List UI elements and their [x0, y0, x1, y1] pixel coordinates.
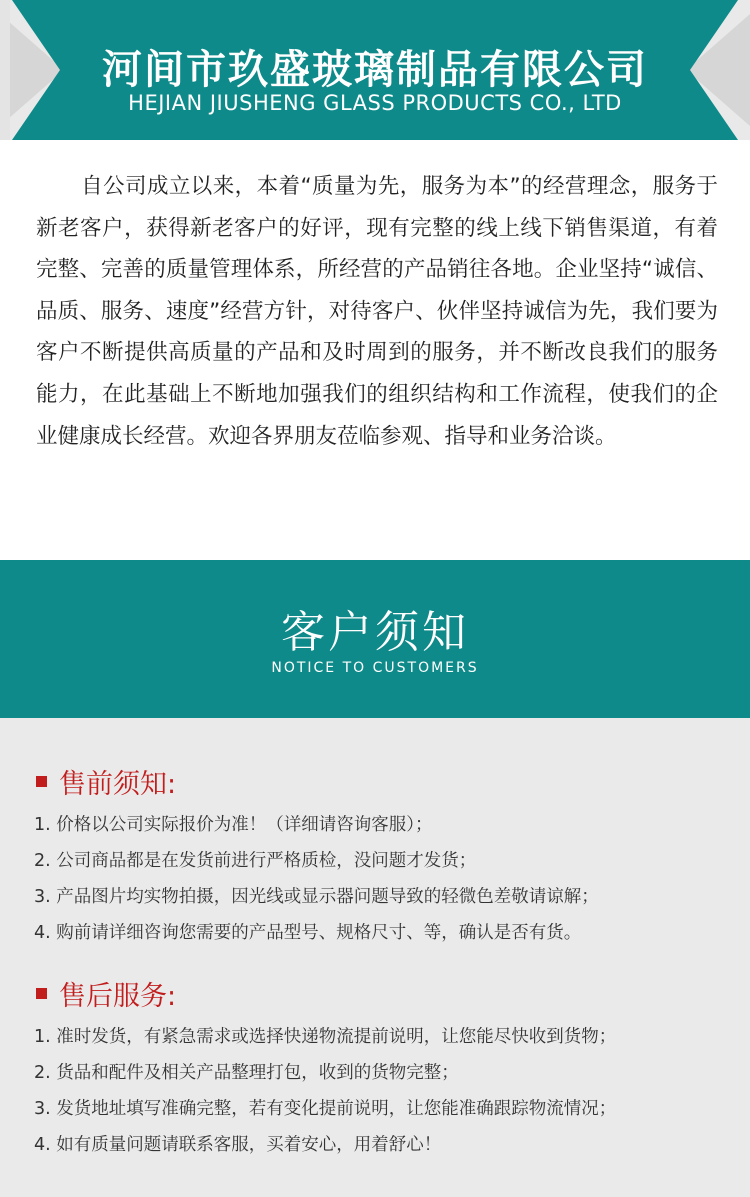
- presale-heading: [36, 762, 176, 801]
- notice-title-en: NOTICE TO CUSTOMERS: [271, 660, 479, 676]
- company-intro-paragraph: 自公司成立以来，本着“质量为先，服务为本”的经营理念，服务于新老客户，获得新老客户的好评，现有完整的线上线下销售渠道，有着完整、完善的质量管理体系，所经营的产品销往各地。企业坚持“诚信、品质、服务、速度”经营方针，对待客户、伙伴坚持诚信为先，我们要为客户不断提供高质量的产品和及时周到的服务，并不断改良我们的服务能力，在此基础上不断地加强我们的组织结构和工作流程，使我们的企业健康成长经营。欢迎各界朋友莅临参观、指导和业务洽谈。: [36, 174, 718, 449]
- list-item: 1. 价格以公司实际报价为准！（详细请咨询客服）；: [34, 815, 433, 835]
- presale-list: [34, 807, 734, 951]
- list-item: 3. 产品图片均实物拍摄，因光线或显示器问题导致的轻微色差敬请谅解；: [34, 887, 599, 907]
- company-name-cn: 河间市玖盛玻璃制品有限公司: [102, 47, 648, 93]
- aftersale-heading-text: 售后服务:: [59, 981, 177, 1012]
- notice-title-cn: 客户须知: [281, 607, 469, 658]
- red-square-bullet-icon: [36, 776, 47, 787]
- list-item: 4. 如有质量问题请联系客服，买着安心，用着舒心！: [34, 1135, 442, 1155]
- list-item: 3. 发货地址填写准确完整，若有变化提前说明，让您能准确跟踪物流情况；: [34, 1099, 617, 1119]
- aftersale-list: [34, 1019, 734, 1163]
- aftersale-heading: [36, 974, 176, 1013]
- notes-section: [0, 718, 750, 1197]
- list-item: 2. 货品和配件及相关产品整理打包，收到的货物完整；: [34, 1063, 459, 1083]
- list-item: 1. 准时发货，有紧急需求或选择快递物流提前说明，让您能尽快收到货物；: [34, 1027, 617, 1047]
- company-header-banner: [0, 0, 750, 140]
- red-square-bullet-icon: [36, 988, 47, 999]
- notice-banner: [0, 560, 750, 718]
- presale-heading-text: 售前须知:: [59, 769, 177, 800]
- company-name-en: HEJIAN JIUSHENG GLASS PRODUCTS CO., LTD: [128, 91, 622, 115]
- list-item: 4. 购前请详细咨询您需要的产品型号、规格尺寸、等，确认是否有货。: [34, 923, 582, 943]
- list-item: 2. 公司商品都是在发货前进行严格质检，没问题才发货；: [34, 851, 477, 871]
